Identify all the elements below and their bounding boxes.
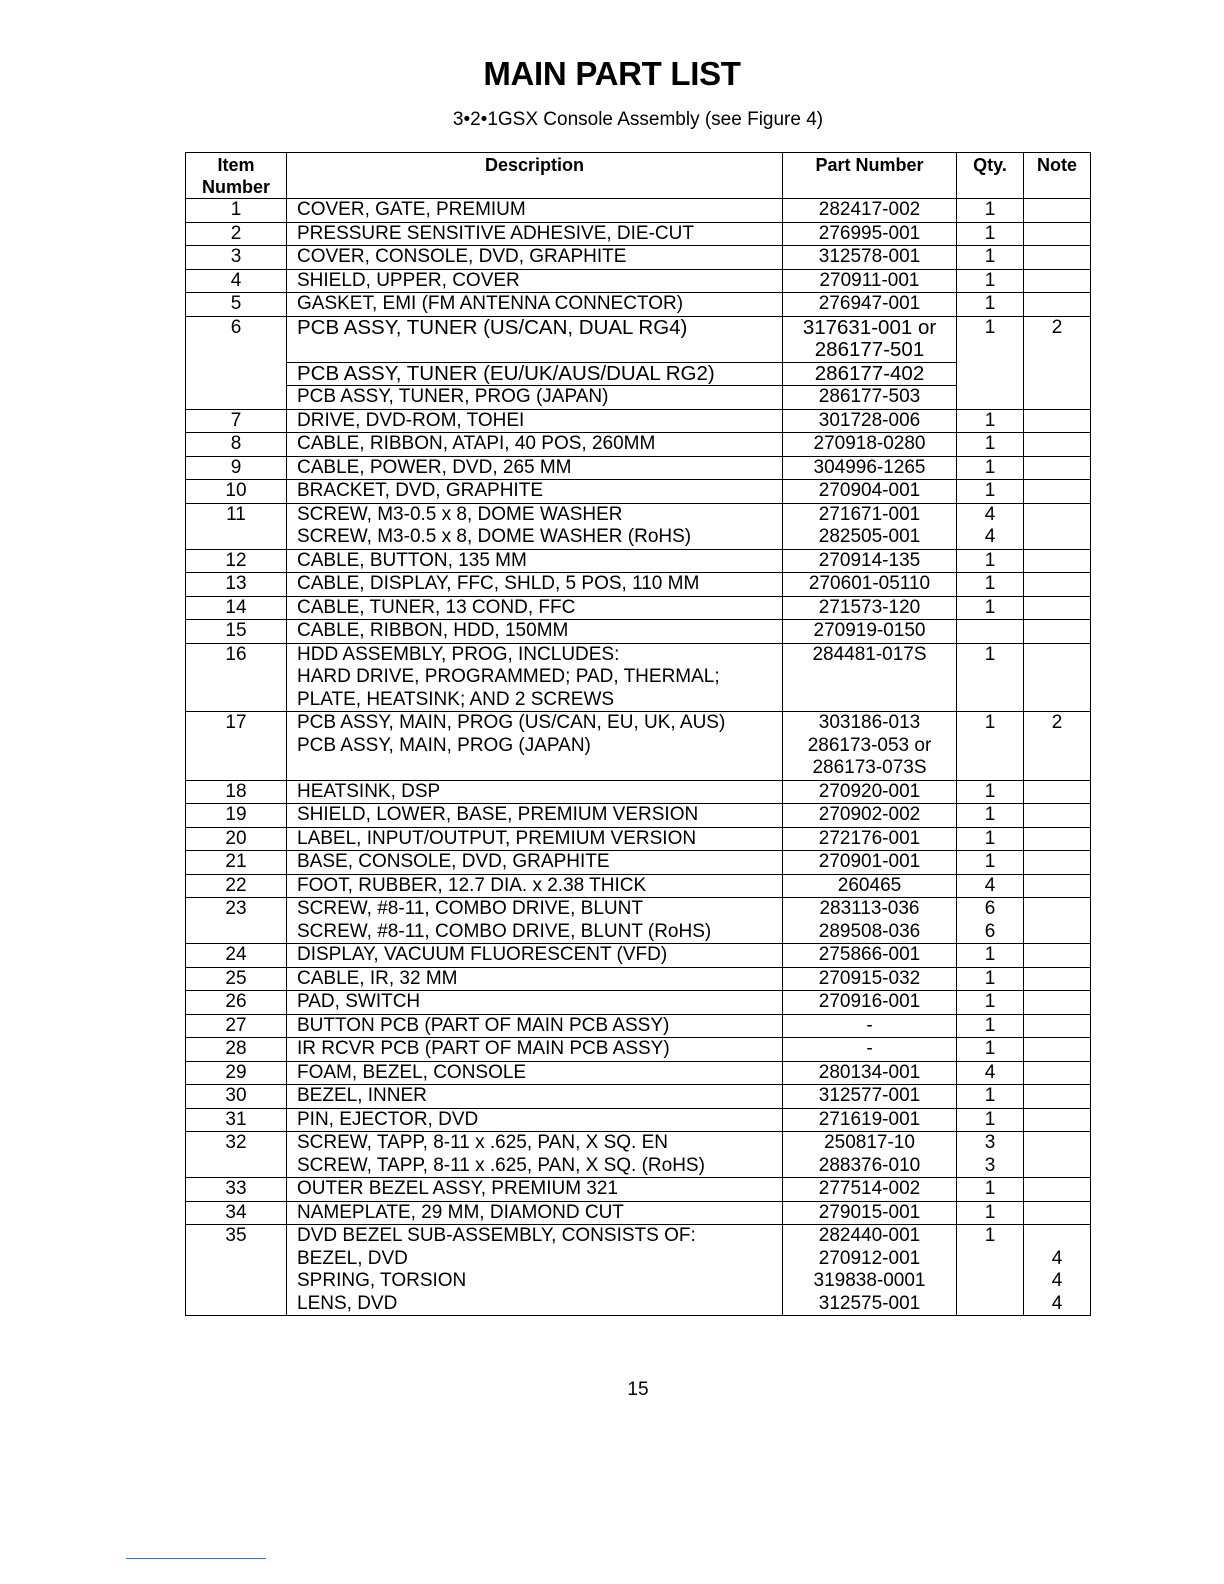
part-number-cell: 280134-001 [783,1061,957,1085]
item-number-cell: 22 [186,874,287,898]
description-cell: CABLE, IR, 32 MM [287,967,783,991]
part-number-cell: 301728-006 [783,409,957,433]
item-number-cell: 12 [186,549,287,573]
qty-cell: 1 [957,480,1024,504]
description-cell: PIN, EJECTOR, DVD [287,1108,783,1132]
note-cell [1024,1132,1091,1178]
qty-cell: 1 [957,643,1024,712]
part-number-cell: 284481-017S [783,643,957,712]
description-cell: PCB ASSY, TUNER (EU/UK/AUS/DUAL RG2) [287,362,783,386]
item-number-cell: 27 [186,1014,287,1038]
description-cell: HEATSINK, DSP [287,780,783,804]
table-row [186,222,1091,246]
part-number-cell: 277514-002 [783,1178,957,1202]
page-number: 15 [627,1379,649,1400]
item-number-cell: 1 [186,199,287,223]
qty-cell: 4 [957,1061,1024,1085]
item-number-cell: 26 [186,991,287,1015]
qty-cell: 1 [957,712,1024,781]
note-cell [1024,780,1091,804]
item-number-cell: 30 [186,1085,287,1109]
qty-cell: 1 [957,1038,1024,1062]
note-cell [1024,1038,1091,1062]
table-row [186,620,1091,644]
table-row [186,456,1091,480]
part-number-cell: 317631-001 or 286177-501 [783,316,957,362]
part-number-cell: 282417-002 [783,199,957,223]
description-cell: SCREW, TAPP, 8-11 x .625, PAN, X SQ. EN SCREW, TAPP, 8-11 x .625, PAN, X SQ. (RoHS) [287,1132,783,1178]
item-number-cell: 14 [186,596,287,620]
part-number-cell: 270601-05110 [783,573,957,597]
description-cell: BASE, CONSOLE, DVD, GRAPHITE [287,851,783,875]
qty-cell: 1 [957,1178,1024,1202]
table-row [186,549,1091,573]
description-cell: NAMEPLATE, 29 MM, DIAMOND CUT [287,1201,783,1225]
description-cell: BEZEL, INNER [287,1085,783,1109]
qty-cell [957,620,1024,644]
qty-cell: 1 [957,967,1024,991]
note-cell [1024,643,1091,712]
description-cell: IR RCVR PCB (PART OF MAIN PCB ASSY) [287,1038,783,1062]
part-number-cell: 260465 [783,874,957,898]
table-row [186,712,1091,781]
part-number-cell: 303186-013 286173-053 or 286173-073S [783,712,957,781]
note-cell [1024,851,1091,875]
qty-cell: 1 [957,944,1024,968]
note-cell [1024,1108,1091,1132]
table-row [186,827,1091,851]
qty-cell: 1 [957,409,1024,433]
qty-cell: 1 [957,1201,1024,1225]
qty-cell: 1 [957,827,1024,851]
item-number-cell: 21 [186,851,287,875]
qty-cell: 1 [957,433,1024,457]
item-number-cell: 4 [186,269,287,293]
table-row [186,246,1091,270]
table-row [186,1225,1091,1316]
note-cell [1024,620,1091,644]
table-row [186,1085,1091,1109]
note-cell [1024,573,1091,597]
part-number-cell: 271573-120 [783,596,957,620]
part-number-cell: 271671-001 282505-001 [783,503,957,549]
description-cell: SCREW, M3-0.5 x 8, DOME WASHER SCREW, M3-0.5 x 8, DOME WASHER (RoHS) [287,503,783,549]
note-cell [1024,549,1091,573]
table-row [186,874,1091,898]
header-note: Note [1024,153,1091,199]
item-number-cell: 8 [186,433,287,457]
note-cell [1024,944,1091,968]
description-cell: GASKET, EMI (FM ANTENNA CONNECTOR) [287,293,783,317]
description-cell: COVER, CONSOLE, DVD, GRAPHITE [287,246,783,270]
header-part-number: Part Number [783,153,957,199]
description-cell: FOOT, RUBBER, 12.7 DIA. x 2.38 THICK [287,874,783,898]
item-number-cell: 13 [186,573,287,597]
item-number-cell: 9 [186,456,287,480]
description-cell: SHIELD, LOWER, BASE, PREMIUM VERSION [287,804,783,828]
description-cell: PCB ASSY, TUNER, PROG (JAPAN) [287,386,783,410]
table-row [186,851,1091,875]
description-cell: BUTTON PCB (PART OF MAIN PCB ASSY) [287,1014,783,1038]
note-cell [1024,293,1091,317]
part-number-cell: 271619-001 [783,1108,957,1132]
part-number-cell: 270920-001 [783,780,957,804]
qty-cell: 1 [957,246,1024,270]
part-number-cell: 279015-001 [783,1201,957,1225]
description-cell: COVER, GATE, PREMIUM [287,199,783,223]
note-cell [1024,898,1091,944]
part-number-cell: 270901-001 [783,851,957,875]
note-cell [1024,874,1091,898]
parts-table-body [186,199,1091,1316]
note-cell [1024,596,1091,620]
description-cell: DRIVE, DVD-ROM, TOHEI [287,409,783,433]
item-number-cell: 23 [186,898,287,944]
item-number-cell: 31 [186,1108,287,1132]
note-cell: 2 [1024,316,1091,409]
note-cell [1024,269,1091,293]
table-row [186,316,1091,362]
qty-cell: 1 [957,1108,1024,1132]
description-cell: HDD ASSEMBLY, PROG, INCLUDES: HARD DRIVE, PROGRAMMED; PAD, THERMAL; PLATE, HEATSINK; AND 2 SCREWS [287,643,783,712]
description-cell: FOAM, BEZEL, CONSOLE [287,1061,783,1085]
table-row [186,409,1091,433]
qty-cell: 3 3 [957,1132,1024,1178]
qty-cell: 1 [957,804,1024,828]
item-number-cell: 19 [186,804,287,828]
qty-cell: 4 [957,874,1024,898]
note-cell [1024,827,1091,851]
part-number-cell: 286177-503 [783,386,957,410]
qty-cell: 1 [957,549,1024,573]
part-number-cell: 272176-001 [783,827,957,851]
table-row [186,199,1091,223]
description-cell: OUTER BEZEL ASSY, PREMIUM 321 [287,1178,783,1202]
note-cell [1024,1014,1091,1038]
header-description: Description [287,153,783,199]
description-cell: CABLE, TUNER, 13 COND, FFC [287,596,783,620]
description-cell: CABLE, BUTTON, 135 MM [287,549,783,573]
qty-cell: 4 4 [957,503,1024,549]
part-number-cell: 276947-001 [783,293,957,317]
part-number-cell: - [783,1014,957,1038]
part-number-cell: 270914-135 [783,549,957,573]
table-row [186,596,1091,620]
item-number-cell: 16 [186,643,287,712]
part-number-cell: 250817-10 288376-010 [783,1132,957,1178]
table-row [186,293,1091,317]
description-cell: CABLE, DISPLAY, FFC, SHLD, 5 POS, 110 MM [287,573,783,597]
note-cell: 4 4 4 [1024,1225,1091,1316]
note-cell [1024,199,1091,223]
description-cell: DISPLAY, VACUUM FLUORESCENT (VFD) [287,944,783,968]
table-row [186,573,1091,597]
page-title: MAIN PART LIST [483,55,741,92]
part-number-cell: 270904-001 [783,480,957,504]
item-number-cell: 33 [186,1178,287,1202]
item-number-cell: 24 [186,944,287,968]
note-cell [1024,1061,1091,1085]
note-cell [1024,246,1091,270]
description-cell: PCB ASSY, TUNER (US/CAN, DUAL RG4) [287,316,783,362]
part-number-cell: 270919-0150 [783,620,957,644]
description-cell: BRACKET, DVD, GRAPHITE [287,480,783,504]
qty-cell: 1 [957,1085,1024,1109]
note-cell: 2 [1024,712,1091,781]
note-cell [1024,433,1091,457]
qty-cell: 1 [957,991,1024,1015]
description-cell: SCREW, #8-11, COMBO DRIVE, BLUNT SCREW, #8-11, COMBO DRIVE, BLUNT (RoHS) [287,898,783,944]
description-cell: SHIELD, UPPER, COVER [287,269,783,293]
header-item-number: Item Number [186,153,287,199]
part-number-cell: 276995-001 [783,222,957,246]
qty-cell: 1 [957,573,1024,597]
table-row [186,386,1091,410]
table-row [186,898,1091,944]
qty-cell: 1 [957,222,1024,246]
part-number-cell: 270918-0280 [783,433,957,457]
table-header-row [186,153,1091,199]
part-number-cell: 312578-001 [783,246,957,270]
item-number-cell: 28 [186,1038,287,1062]
table-row [186,362,1091,386]
part-number-cell: 270915-032 [783,967,957,991]
qty-cell: 1 [957,199,1024,223]
qty-cell: 1 [957,1225,1024,1316]
part-number-cell: 282440-001 270912-001 319838-0001 312575-001 [783,1225,957,1316]
item-number-cell: 10 [186,480,287,504]
note-cell [1024,222,1091,246]
note-cell [1024,1085,1091,1109]
item-number-cell: 18 [186,780,287,804]
note-cell [1024,456,1091,480]
table-row [186,1108,1091,1132]
description-cell: DVD BEZEL SUB-ASSEMBLY, CONSISTS OF: BEZEL, DVD SPRING, TORSION LENS, DVD [287,1225,783,1316]
description-cell: CABLE, RIBBON, ATAPI, 40 POS, 260MM [287,433,783,457]
note-cell [1024,409,1091,433]
table-row [186,1038,1091,1062]
item-number-cell: 15 [186,620,287,644]
qty-cell: 1 [957,269,1024,293]
table-row [186,1014,1091,1038]
item-number-cell: 29 [186,1061,287,1085]
description-cell: CABLE, POWER, DVD, 265 MM [287,456,783,480]
table-row [186,269,1091,293]
table-row [186,1061,1091,1085]
item-number-cell: 17 [186,712,287,781]
table-row [186,1201,1091,1225]
note-cell [1024,503,1091,549]
item-number-cell: 25 [186,967,287,991]
item-number-cell: 2 [186,222,287,246]
table-row [186,967,1091,991]
part-number-cell: 286177-402 [783,362,957,386]
description-cell: PCB ASSY, MAIN, PROG (US/CAN, EU, UK, AUS) PCB ASSY, MAIN, PROG (JAPAN) [287,712,783,781]
part-number-cell: 304996-1265 [783,456,957,480]
table-row [186,1132,1091,1178]
qty-cell: 1 [957,456,1024,480]
table-row [186,503,1091,549]
item-number-cell: 7 [186,409,287,433]
item-number-cell: 5 [186,293,287,317]
table-row [186,643,1091,712]
part-number-cell: 270902-002 [783,804,957,828]
qty-cell: 1 [957,780,1024,804]
description-cell: CABLE, RIBBON, HDD, 150MM [287,620,783,644]
item-number-cell: 20 [186,827,287,851]
item-number-cell: 32 [186,1132,287,1178]
page-subtitle: 3•2•1GSX Console Assembly (see Figure 4) [452,109,824,130]
table-row [186,804,1091,828]
item-number-cell: 35 [186,1225,287,1316]
description-cell: PRESSURE SENSITIVE ADHESIVE, DIE-CUT [287,222,783,246]
description-cell: PAD, SWITCH [287,991,783,1015]
item-number-cell: 6 [186,316,287,409]
note-cell [1024,1178,1091,1202]
part-number-cell: - [783,1038,957,1062]
footer-rule [126,1558,266,1559]
qty-cell: 1 [957,293,1024,317]
header-qty: Qty. [957,153,1024,199]
item-number-cell: 34 [186,1201,287,1225]
qty-cell: 1 [957,596,1024,620]
note-cell [1024,804,1091,828]
table-row [186,1178,1091,1202]
table-row [186,944,1091,968]
qty-cell: 1 [957,851,1024,875]
table-row [186,991,1091,1015]
note-cell [1024,967,1091,991]
qty-cell: 1 [957,1014,1024,1038]
qty-cell: 1 [957,316,1024,409]
part-number-cell: 275866-001 [783,944,957,968]
note-cell [1024,480,1091,504]
description-cell: LABEL, INPUT/OUTPUT, PREMIUM VERSION [287,827,783,851]
item-number-cell: 11 [186,503,287,549]
parts-table [185,152,1091,1316]
qty-cell: 6 6 [957,898,1024,944]
part-number-cell: 312577-001 [783,1085,957,1109]
item-number-cell: 3 [186,246,287,270]
table-row [186,433,1091,457]
note-cell [1024,991,1091,1015]
table-row [186,780,1091,804]
table-row [186,480,1091,504]
part-number-cell: 283113-036 289508-036 [783,898,957,944]
part-number-cell: 270916-001 [783,991,957,1015]
part-number-cell: 270911-001 [783,269,957,293]
note-cell [1024,1201,1091,1225]
